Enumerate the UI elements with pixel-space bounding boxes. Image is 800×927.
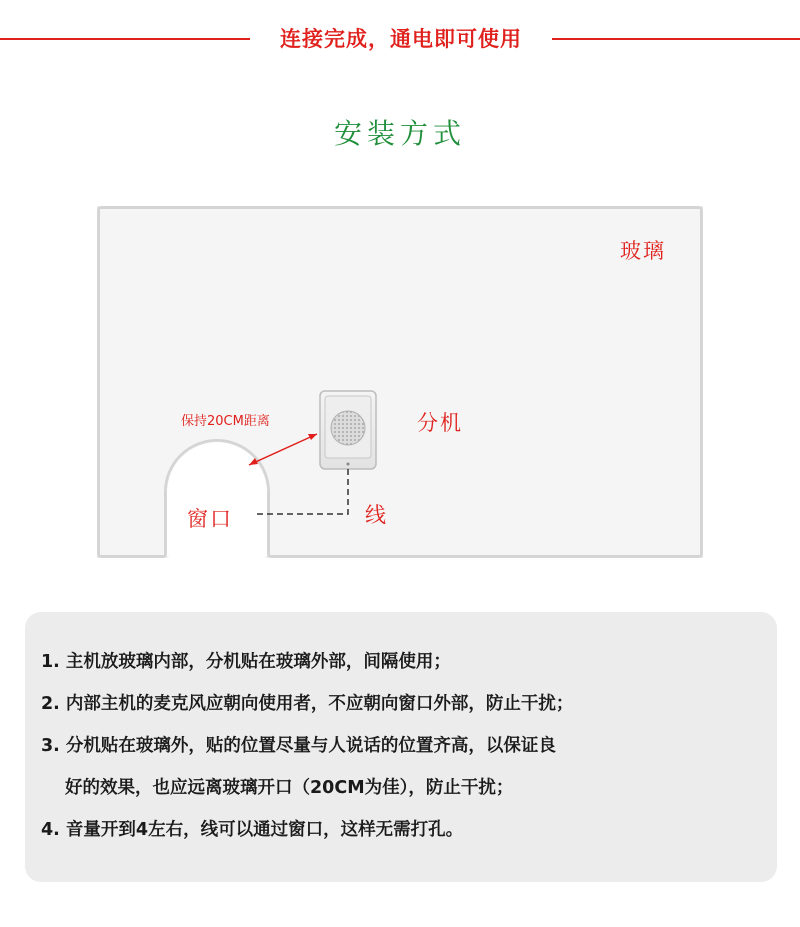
installation-diagram — [97, 206, 703, 558]
window-label: 窗口 — [187, 507, 233, 531]
distance-label: 保持20CM距离 — [181, 414, 270, 429]
notes-box — [25, 612, 777, 882]
note-item-4: 4. 音量开到4左右，线可以通过窗口，这样无需打孔。 — [41, 820, 464, 840]
window-opening — [167, 442, 267, 556]
unit-device — [320, 391, 376, 469]
header-divider-right — [552, 38, 800, 40]
header-title: 连接完成，通电即可使用 — [280, 27, 522, 51]
header-bar — [0, 26, 800, 52]
section-title: 安装方式 — [333, 117, 466, 150]
wire-label: 线 — [365, 503, 386, 527]
note-item-3-continued: 好的效果，也应远离玻璃开口（20CM为佳），防止干扰； — [65, 778, 514, 798]
unit-label: 分机 — [417, 411, 463, 435]
header-divider-left — [0, 38, 250, 40]
note-item-2: 2. 内部主机的麦克风应朝向使用者，不应朝向窗口外部，防止干扰； — [41, 694, 574, 714]
diagram-graphic — [97, 206, 703, 558]
glass-label: 玻璃 — [620, 239, 666, 263]
note-item-1: 1. 主机放玻璃内部，分机贴在玻璃外部，间隔使用； — [41, 652, 451, 672]
note-item-3: 3. 分机贴在玻璃外，贴的位置尽量与人说话的位置齐高，以保证良 — [41, 736, 556, 756]
